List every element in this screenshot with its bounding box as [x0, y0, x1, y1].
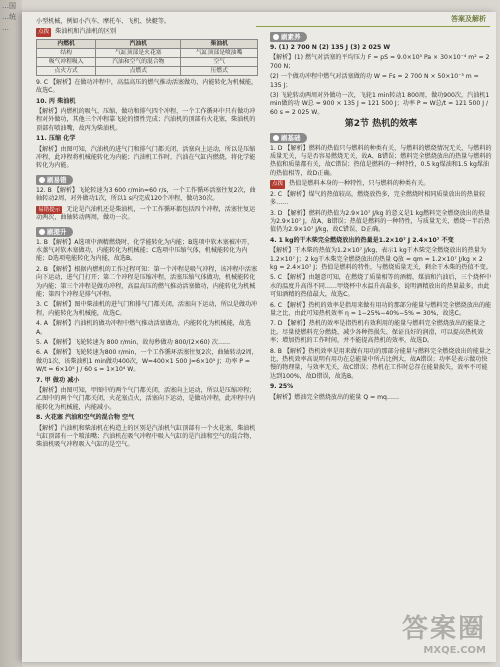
- edge-text-1: …国: [2, 2, 16, 10]
- bullet-icon: [273, 34, 279, 40]
- heat-value-tip: [270, 180, 492, 188]
- table-cell: 汽油和空气的混合物: [96, 57, 181, 66]
- answer-r9-explanation-2: (2) 一个做功冲程中燃气对活塞做的功 W = Fs = 2 700 N × 50×10⁻³ m = 135 J；: [270, 73, 479, 89]
- edge-text-3: …: [2, 24, 9, 32]
- header-rule: [256, 26, 490, 27]
- tip-text: 热值是燃料本身的一种特性，只与燃料的种类有关。: [289, 180, 430, 188]
- edge-text-2: …统: [2, 13, 16, 21]
- watermark-logo-text: 答案圈: [401, 614, 486, 644]
- answer-7: 7. 甲 做功 减小: [36, 376, 80, 384]
- answer-8-explanation: 【解析】汽油机和柴油机在构造上的区别是汽油机气缸顶部有一个火花塞，柴油机气缸顶部有一个喷油嘴；汽油机在吸气冲程中吸入气缸的是汽油和空气的混合物，柴油机吸气冲程吸入气缸的是空气。: [36, 424, 256, 449]
- section-label: 刷素养: [281, 33, 301, 41]
- table-cell: 压燃式: [181, 66, 258, 75]
- table-cell: 结构: [37, 48, 96, 57]
- answer-r9: 9. (1) 2 700 N (2) 135 J (3) 2 025 W: [270, 44, 391, 51]
- table-row: [37, 66, 258, 75]
- table-cell: 气缸顶部是火花塞: [96, 48, 181, 57]
- answer-10: 10. 丙 柴油机: [36, 97, 76, 105]
- section-header-improve: [36, 227, 73, 237]
- tip-text: 无论是汽油机还是柴油机，一个工作循环都包括四个冲程，活塞往复运动两次，曲轴转动两周，做功一次。: [36, 205, 256, 222]
- right-column: [270, 30, 492, 404]
- mistake-tip: [36, 206, 258, 223]
- answer-7-explanation: 【解析】由图可知，甲图中的两个气门都关闭，活塞向上运动，所以是压缩冲程；乙图中的两个气门都关闭，火花塞点火，活塞向下运动，是做功冲程，此冲程中内能转化为机械能，内能减小。: [36, 387, 256, 411]
- book-page: [22, 12, 496, 662]
- table-cell: 空气: [181, 57, 258, 66]
- answer-4: 4. A 【解析】汽油机的做功冲程中燃气推动活塞做功，内能转化为机械能，故选A。: [36, 320, 251, 336]
- answer-b9-explanation: 【解析】燃油完全燃烧放出的能量 Q = mq……: [270, 393, 400, 401]
- tip-badge: 点拨: [272, 181, 284, 188]
- answer-9: 9. C 【解析】在做功冲程中，高温高压的燃气推动活塞做功，内能转化为机械能，故选C。: [36, 78, 258, 95]
- answer-8: 8. 火花塞 汽油和空气的混合物 空气: [36, 414, 135, 422]
- answer-b3: 3. D 【解析】燃料的热值为2.9×10⁷ J/kg 的意义是1 kg燃料完全燃烧放出的热量为2.9×10⁷ J，故A、B错误；热值是燃料的一种特性，与质量无关，燃烧一半后热值仍为2.9×10⁷ J/kg，故C错误、D正确。: [270, 209, 491, 234]
- page-header-brand: 答案及解析: [451, 15, 486, 23]
- bullet-icon: [273, 135, 279, 141]
- answer-6: 6. A 【解析】飞轮转速为800 r/min，一个工作循环活塞往复2次，曲轴转动2周，做功1次，该柴油机1 min做功400次，W=400×1 500 J=6×10⁵ J；功率 P = W/t = 6×10⁵ J / 60 s = 1×10⁴ W。: [36, 349, 258, 374]
- table-row: [37, 57, 258, 66]
- tip-text: 柴油机和汽油机的区别: [55, 28, 117, 36]
- section-label: 刷提升: [47, 227, 67, 236]
- answer-b9: 9. 25%: [270, 383, 294, 391]
- answer-r9-explanation-3: (3) 飞轮转动两周对外做功一次，飞轮1 min转动1 800周，做功900次，汽油机1 min做的功 W总 = 900 × 135 J = 121 500 J；功率 P = W总/t = 121 500 J / 60 s = 2 025 W。: [270, 92, 490, 116]
- answer-b1: 1. D 【解析】燃料的热值只与燃料的种类有关，与燃料的燃烧情况无关，与燃料的质量无关，与是否容易燃烧无关，故A、B错误；燃料完全燃烧放出的热量与燃料的热值和质量都有关，故C错误；热值是燃料的一种特性，0.5 kg煤油和1.5 kg煤油的热值相等，故D正确。: [270, 144, 492, 177]
- answer-3: 3. C 【解析】图中柴油机的进气门和排气门都关闭，活塞向下运动，所以是做功冲程，内能转化为机械能，故选C。: [36, 301, 258, 317]
- answer-r9-explanation-1: 【解析】(1) 燃气对活塞的平均压力 F = pS = 9.0×10⁵ Pa × 30×10⁻⁴ m² = 2 700 N；: [270, 54, 490, 70]
- intro-text: 小型机械，例如小汽车、摩托车、飞机、快艇等。: [36, 18, 171, 25]
- section-label: 刷易错: [47, 175, 67, 184]
- table-header: 汽油机: [96, 39, 181, 48]
- table-cell: 吸气冲程吸入: [37, 57, 96, 66]
- left-column: [36, 18, 258, 452]
- table-cell: 气缸顶部是喷油嘴: [181, 48, 258, 57]
- table-header: 柴油机: [181, 39, 258, 48]
- answer-11: 11. 压缩 化学: [36, 135, 76, 143]
- table-caption: [36, 28, 258, 36]
- site-watermark: [402, 608, 486, 656]
- answer-5: 5. A 【解析】飞轮转速为 800 r/min，故每秒做功 800/(2×60) 次……: [36, 338, 231, 346]
- bullet-icon: [39, 229, 45, 235]
- tip-badge: 点拨: [38, 29, 50, 36]
- answer-12: 12. B 【解析】飞轮转速为3 600 r/min=60 r/s，一个工作循环活塞往复2次，曲轴转动2周，对外做功1次，所以1 s内完成120个冲程，做功30次。: [36, 186, 256, 203]
- left-page-edge: [0, 0, 22, 667]
- answer-b6: 6. C 【解析】热机的效率是指用来做有用功的那部分能量与燃料完全燃烧放出的能量之比，由此可知热机效率 η = 1−25%−40%−5% = 30%，故选C。: [270, 301, 492, 317]
- answer-10-explanation: 【解析】内燃机的吸气、压缩、做功和排气四个冲程，一个工作循环中只有做功冲程对外做功，其他三个冲程靠飞轮的惯性完成；汽油机的顶部有火花塞，柴油机的顶部有喷油嘴，故丙为柴油机。: [36, 108, 256, 132]
- table-cell: 点火方式: [37, 66, 96, 75]
- answer-b2: 2. C 【解析】煤气的热值较高，燃烧放热多，完全燃烧时相同质量放出的热量较多……: [270, 190, 486, 207]
- table-cell: 点燃式: [96, 66, 181, 75]
- section-label: 刷基础: [281, 133, 301, 142]
- answer-b7: 7. D 【解析】热机的效率是指热机有效利用的能量与燃料完全燃烧放出的能量之比。尽量使燃料充分燃烧、减少各种热损失、保证良好的润滑，可以提高热机效率；增加热机的工作时间，并不能提高热机的效率，故选D。: [270, 320, 486, 345]
- answer-1: 1. B 【解析】A选项中酒精燃烧时，化学能转化为内能；B选项中软木塞被冲开，水蒸气对软木塞做功，内能转化为机械能；C选项中压缩气体，机械能转化为内能；D选项电能转化为内能，故选B。: [36, 238, 254, 263]
- section-header-easy-mistakes: [36, 175, 73, 185]
- answer-2: 2. B 【解析】根据内燃机的工作过程可知：第一个冲程是吸气冲程，该冲程中活塞向下运动，进气门打开；第二个冲程是压缩冲程，活塞压缩气体做功，机械能转化为内能；第三个冲程是做功冲程，高温高压的燃气推动活塞做功，内能转化为机械能；第四个冲程是排气冲程。: [36, 265, 258, 298]
- answer-b4: 4. 1 kg的干木柴完全燃烧放出的热量是1.2×10⁷ J 2.4×10⁷ 不变: [270, 236, 454, 244]
- table-row: [37, 48, 258, 57]
- table-header: 内燃机: [37, 39, 96, 48]
- answer-b8: 8. B 【解析】热机效率是用来做有用功的那部分能量与燃料完全燃烧放出的能量之比，热机效率高说明有用功在总能量中所占比例大，故A错误；功率是表示做功快慢的物理量，与效率无关，故C错误；热机在工作时总存在能量损失，效率不可能达到100%，故D错误，故选B。: [270, 347, 492, 380]
- answer-b5: 5. C 【解析】由题意可知，在燃烧了质量相等的酒精、煤油和汽油后，三个烧杯中水的温度升高得不同……甲烧杯中水温升高最多，说明酒精放出的热量最多，由此可知酒精的热值最大，故选C。: [270, 274, 492, 299]
- answer-11-explanation: 【解析】由图可知，汽油机的进气门和排气门都关闭，活塞向上运动，所以是压缩冲程，此冲程将机械能转化为内能；汽油机工作时，汽油在气缸内燃烧，将化学能转化为内能。: [36, 145, 256, 170]
- tip-badge: 易错提示: [38, 206, 61, 213]
- section-header-literacy: [270, 32, 307, 42]
- section-title: 第2节 热机的效率: [344, 119, 418, 130]
- section-header-basics: [270, 133, 307, 143]
- answer-b4-explanation: 【解析】干木柴的热值为1.2×10⁷ J/kg，表示1 kg干木柴完全燃烧放出的热量为1.2×10⁷ J；2 kg干木柴完全燃烧放出的热量 Q放 = qm = 1.2×10⁷ J/kg × 2 kg = 2.4×10⁷ J；热值是燃料的特性，与燃烧质量无关，剩余干木柴的热值不变。: [270, 247, 492, 271]
- watermark-url: MXQE.COM: [423, 645, 486, 656]
- engine-comparison-table: [36, 39, 258, 76]
- bullet-icon: [39, 177, 45, 183]
